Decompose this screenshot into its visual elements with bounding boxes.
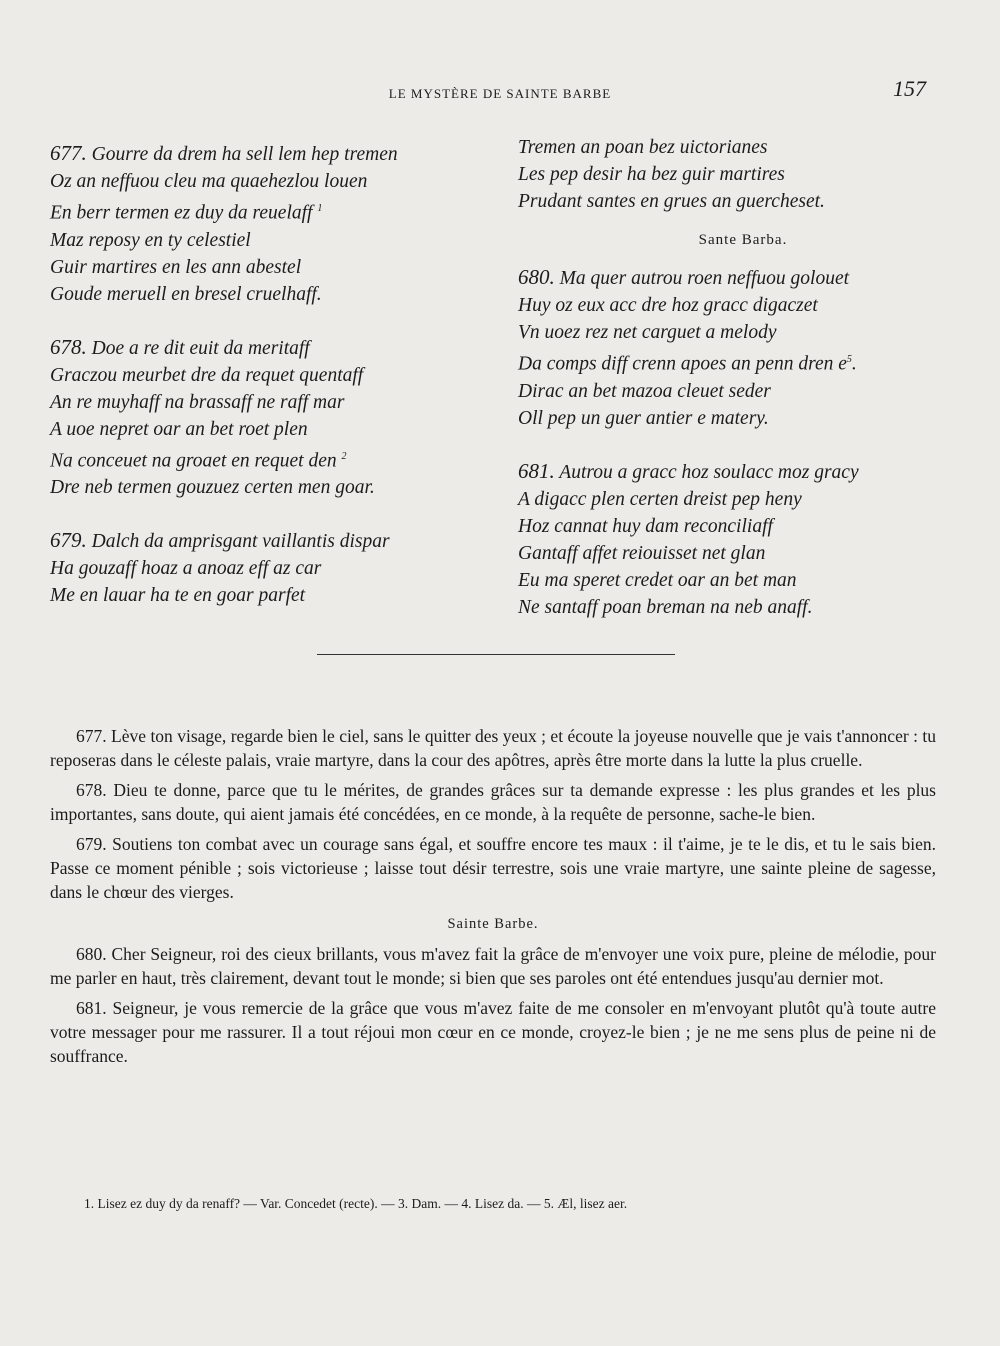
translation-paragraph-680: 680. Cher Seigneur, roi des cieux brillants, vous m'avez fait la grâce de m'envoyer une voix pure, pleine de mélodie, pour me parler en haut, très clairement, devant tout le monde; si bien que ses paroles ont été entendues jusqu'au dernier mot. [50, 944, 936, 988]
verse-line: A digacc plen certen dreist pep heny [518, 488, 802, 510]
verse-line: Na conceuet na groaet en requet den $^2$ [50, 450, 347, 471]
note-marker: 2 [341, 450, 347, 462]
verse-line: Huy oz eux acc dre hoz gracc digaczet [518, 295, 818, 316]
translation-paragraph-679: 679. Soutiens ton combat avec un courage sans égal, et souffre encore tes maux : il t'aime, je te le dis, et tu le sais bien. Passe ce moment pénible ; sois victorieuse ; laisse tout désir terrestre, sois une vraie martyre, une sainte pleine de sagesse, dans le chœur des vierges. [50, 834, 936, 902]
stanza-677 [50, 140, 490, 308]
verse-line: Ne santaff poan breman na neb anaff. [518, 596, 813, 618]
verse-column-left [50, 140, 490, 635]
translation-paragraph-678: 678. Dieu te donne, parce que tu le mérites, de grandes grâces sur ta demande expresse : les plus grandes et les plus importantes, sans doute, qui aient jamais été concédées, en ce monde, à la requête de personne, sache-le bien. [50, 780, 936, 824]
verse-line: Gantaff affet reiouisset net glan [518, 542, 766, 564]
verse-line: Oz an neffuou cleu ma quaehezlou louen [50, 171, 368, 192]
stanza-681 [518, 458, 968, 621]
verse-line: Goude meruell en bresel cruelhaff. [50, 283, 322, 305]
stanza-679-continued [518, 134, 968, 215]
translation-block [50, 724, 936, 1074]
section-divider [317, 654, 675, 655]
verse-line: 681. Autrou a gracc hoz soulacc moz gracy [518, 458, 859, 483]
verse-line: En berr termen ez duy da reuelaff $^1$ [50, 202, 323, 224]
running-title: LE MYSTÈRE DE SAINTE BARBE [388, 86, 612, 101]
stanza-679 [50, 527, 490, 609]
verse-line: Me en lauar ha te en goar parfet [50, 585, 306, 606]
note-marker: 1 [317, 203, 323, 214]
verse-line: 678. Doe a re dit euit da meritaff [50, 334, 310, 359]
verse-line: Vn uoez rez net carguet a melody [518, 322, 777, 343]
verse-line: Prudant santes en grues an guercheset. [518, 191, 825, 212]
footnotes: 1. Lisez ez duy dy da renaff? — Var. Concedet (recte). — 3. Dam. — 4. Lisez da. — 5. Æl, lisez aer. [84, 1196, 628, 1211]
stanza-678 [50, 334, 490, 502]
verse-line: Les pep desir ha bez guir martires [518, 164, 785, 185]
verse-line: 679. Dalch da amprisgant vaillantis dispar [50, 528, 390, 552]
verse-line: Maz reposy en ty celestiel [50, 229, 251, 251]
verse-line: Graczou meurbet dre da requet quentaff [50, 364, 364, 386]
verse-line: Tremen an poan bez uictorianes [518, 137, 768, 158]
verse-line: Guir martires en les ann abestel [50, 256, 302, 278]
verse-line: Dirac an bet mazoa cleuet seder [518, 380, 771, 402]
verse-line: Dre neb termen gouzuez certen men goar. [50, 477, 375, 498]
note-marker: 5 [846, 354, 852, 365]
stanza-680 [518, 264, 968, 432]
translation-paragraph-681: 681. Seigneur, je vous remercie de la grâce que vous m'avez faite de me consoler en m'envoyant plutôt qu'à toute autre votre messager pour me rassurer. Il a tout réjoui mon cœur en ce monde, croyez-le bien ; je ne me sens plus de peine ni de souffrance. [50, 998, 936, 1066]
verse-column-right [518, 134, 968, 647]
speaker-heading-translation: Sainte Barbe. [447, 916, 539, 932]
verse-line: Oll pep un guer antier e matery. [518, 407, 769, 429]
verse-line: An re muyhaff na brassaff ne raff mar [50, 391, 345, 413]
page-number: 157 [893, 76, 926, 101]
verse-line: Da comps diff crenn apoes an penn dren $e^5$. [518, 353, 857, 375]
verse-line: Ha gouzaff hoaz a anoaz eff az car [50, 558, 322, 579]
verse-line: 680. Ma quer autrou roen neffuou golouet [518, 265, 850, 289]
translation-paragraph-677: 677. Lève ton visage, regarde bien le ciel, sans le quitter des yeux ; et écoute la joyeuse nouvelle que je vais t'annoncer : tu reposeras dans le céleste palais, vraie martyre, dans la cour des apôtres, après être morte dans la lutte la plus cruelle. [50, 726, 936, 770]
verse-line: A uoe nepret oar an bet roet plen [50, 418, 308, 440]
speaker-heading: Sante Barba. [698, 232, 788, 248]
verse-line: 677. Gourre da drem ha sell lem hep tremen [50, 141, 398, 165]
verse-line: Hoz cannat huy dam reconciliaff [518, 515, 773, 537]
verse-line: Eu ma speret credet oar an bet man [518, 569, 797, 591]
